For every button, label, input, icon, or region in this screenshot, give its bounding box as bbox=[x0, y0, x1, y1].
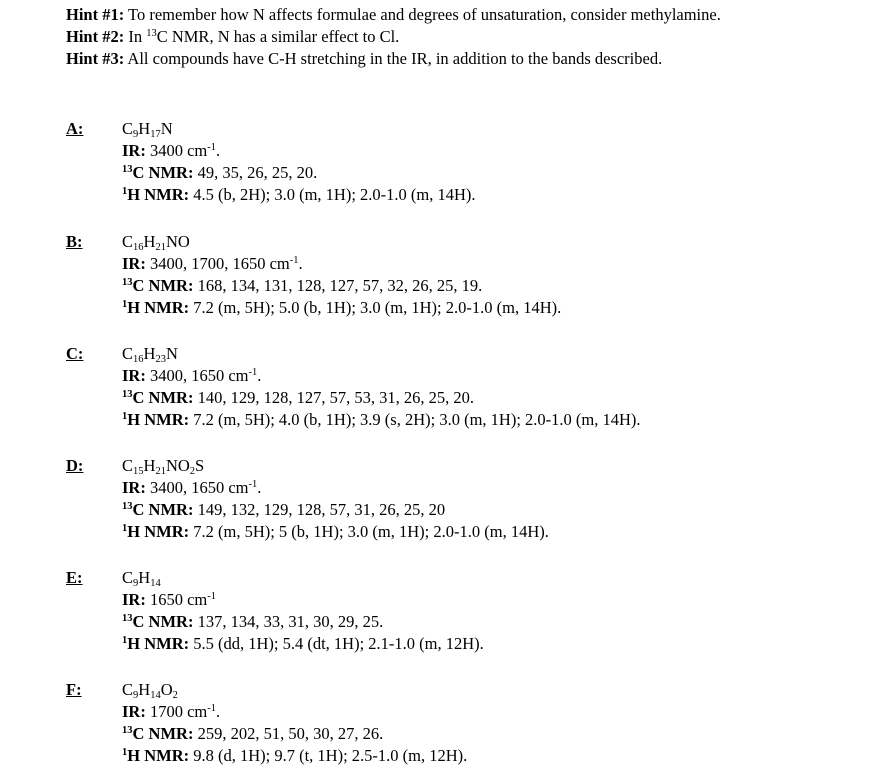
formula-part: 2 bbox=[189, 466, 196, 477]
compound-label: C: bbox=[66, 344, 84, 363]
compound-label: F: bbox=[66, 680, 82, 699]
c13-key: C NMR: bbox=[132, 612, 194, 631]
formula-part: H bbox=[143, 232, 156, 251]
compound-data bbox=[122, 455, 549, 543]
c13-sup: 13 bbox=[122, 277, 133, 288]
formula-part: 14 bbox=[150, 690, 161, 701]
formula-part: H bbox=[138, 119, 151, 138]
ir-end: . bbox=[216, 702, 221, 721]
c13-value: 149, 132, 129, 128, 57, 31, 26, 25, 20 bbox=[193, 500, 446, 519]
formula-part: 9 bbox=[133, 690, 139, 701]
ir-unit-sup: -1 bbox=[207, 703, 217, 714]
h1-sup: 1 bbox=[122, 635, 128, 646]
compound-data bbox=[122, 567, 484, 655]
compound-data bbox=[122, 679, 467, 767]
c13-sup: 13 bbox=[122, 501, 133, 512]
ir-unit-sup: -1 bbox=[207, 591, 217, 602]
c13-sup: 13 bbox=[122, 389, 133, 400]
hint-text: All compounds have C-H stretching in the IR, in addition to the bands described. bbox=[124, 49, 663, 68]
ir-line bbox=[122, 701, 467, 723]
formula-part: NO bbox=[165, 456, 190, 475]
c13-nmr-line bbox=[122, 162, 476, 184]
formula-part: H bbox=[138, 568, 151, 587]
formula-part: 16 bbox=[133, 354, 144, 365]
molecular-formula bbox=[122, 343, 641, 365]
ir-value: 3400, 1700, 1650 cm bbox=[145, 254, 290, 273]
h1-value: 4.5 (b, 2H); 3.0 (m, 1H); 2.0-1.0 (m, 14H). bbox=[189, 185, 476, 204]
formula-part: C bbox=[122, 119, 134, 138]
molecular-formula bbox=[122, 118, 476, 140]
h1-value: 7.2 (m, 5H); 5.0 (b, 1H); 3.0 (m, 1H); 2.0-1.0 (m, 14H). bbox=[189, 298, 562, 317]
ir-key: IR: bbox=[122, 590, 146, 609]
ir-line bbox=[122, 140, 476, 162]
ir-line bbox=[122, 477, 549, 499]
h1-key: H NMR: bbox=[127, 298, 190, 317]
hint-3 bbox=[66, 48, 856, 70]
formula-part: N bbox=[165, 344, 178, 363]
c13-value: 259, 202, 51, 50, 30, 27, 26. bbox=[193, 724, 384, 743]
ir-line bbox=[122, 253, 561, 275]
h1-key: H NMR: bbox=[127, 185, 190, 204]
ir-line bbox=[122, 365, 641, 387]
ir-end: . bbox=[257, 478, 262, 497]
h1-sup: 1 bbox=[122, 411, 128, 422]
ir-line bbox=[122, 589, 484, 611]
formula-part: S bbox=[195, 456, 205, 475]
h1-key: H NMR: bbox=[127, 634, 190, 653]
formula-part: C bbox=[122, 344, 134, 363]
h1-sup: 1 bbox=[122, 523, 128, 534]
h1-key: H NMR: bbox=[127, 410, 190, 429]
h1-value: 9.8 (d, 1H); 9.7 (t, 1H); 2.5-1.0 (m, 12H). bbox=[189, 746, 468, 765]
h1-key: H NMR: bbox=[127, 522, 190, 541]
compound-label: B: bbox=[66, 232, 83, 251]
formula-part: 2 bbox=[172, 690, 178, 701]
compound-data bbox=[122, 343, 641, 431]
hint-text: C NMR, N has a similar effect to Cl. bbox=[156, 27, 400, 46]
c13-key: C NMR: bbox=[132, 276, 194, 295]
c13-sup: 13 bbox=[122, 613, 133, 624]
h1-value: 7.2 (m, 5H); 4.0 (b, 1H); 3.9 (s, 2H); 3.0 (m, 1H); 2.0-1.0 (m, 14H). bbox=[189, 410, 641, 429]
h1-nmr-line bbox=[122, 297, 561, 319]
ir-key: IR: bbox=[122, 254, 146, 273]
formula-part: 21 bbox=[155, 466, 166, 477]
superscript: 13 bbox=[146, 28, 157, 39]
ir-key: IR: bbox=[122, 366, 146, 385]
formula-part: 16 bbox=[133, 242, 144, 253]
c13-value: 49, 35, 26, 25, 20. bbox=[193, 163, 318, 182]
formula-part: H bbox=[138, 680, 151, 699]
formula-part: 15 bbox=[133, 466, 144, 477]
hint-label: Hint #1: bbox=[66, 5, 125, 24]
hints bbox=[66, 4, 856, 70]
ir-unit-sup: -1 bbox=[289, 255, 299, 266]
hint-text: In bbox=[124, 27, 147, 46]
formula-part: H bbox=[143, 456, 156, 475]
formula-part: 9 bbox=[133, 129, 139, 140]
c13-nmr-line bbox=[122, 499, 549, 521]
compound-label: E: bbox=[66, 568, 83, 587]
h1-nmr-line bbox=[122, 521, 549, 543]
ir-key: IR: bbox=[122, 702, 146, 721]
ir-key: IR: bbox=[122, 141, 146, 160]
ir-key: IR: bbox=[122, 478, 146, 497]
h1-sup: 1 bbox=[122, 299, 128, 310]
h1-nmr-line bbox=[122, 184, 476, 206]
compound-data bbox=[122, 118, 476, 206]
ir-value: 3400, 1650 cm bbox=[145, 478, 249, 497]
h1-nmr-line bbox=[122, 633, 484, 655]
c13-nmr-line bbox=[122, 387, 641, 409]
h1-value: 5.5 (dd, 1H); 5.4 (dt, 1H); 2.1-1.0 (m, 12H). bbox=[189, 634, 484, 653]
ir-value: 3400, 1650 cm bbox=[145, 366, 249, 385]
compound-label: D: bbox=[66, 456, 84, 475]
formula-part: 14 bbox=[150, 578, 161, 589]
c13-key: C NMR: bbox=[132, 388, 194, 407]
ir-value: 3400 cm bbox=[145, 141, 208, 160]
compound-label: A: bbox=[66, 119, 84, 138]
c13-sup: 13 bbox=[122, 164, 133, 175]
compound-data bbox=[122, 231, 561, 319]
molecular-formula bbox=[122, 455, 549, 477]
hint-text: To remember how N affects formulae and degrees of unsaturation, consider methylamine. bbox=[124, 5, 721, 24]
formula-part: 23 bbox=[155, 354, 166, 365]
hint-label: Hint #2: bbox=[66, 27, 125, 46]
c13-key: C NMR: bbox=[132, 500, 194, 519]
ir-end: . bbox=[216, 141, 221, 160]
c13-key: C NMR: bbox=[132, 163, 194, 182]
ir-unit-sup: -1 bbox=[207, 142, 217, 153]
h1-nmr-line bbox=[122, 409, 641, 431]
h1-value: 7.2 (m, 5H); 5 (b, 1H); 3.0 (m, 1H); 2.0-1.0 (m, 14H). bbox=[189, 522, 549, 541]
formula-part: 21 bbox=[155, 242, 166, 253]
ir-end: . bbox=[257, 366, 262, 385]
formula-part: C bbox=[122, 232, 134, 251]
h1-sup: 1 bbox=[122, 747, 128, 758]
hint-label: Hint #3: bbox=[66, 49, 125, 68]
hint-2 bbox=[66, 26, 856, 48]
molecular-formula bbox=[122, 231, 561, 253]
c13-value: 168, 134, 131, 128, 127, 57, 32, 26, 25, 19. bbox=[193, 276, 483, 295]
c13-value: 137, 134, 33, 31, 30, 29, 25. bbox=[193, 612, 384, 631]
c13-nmr-line bbox=[122, 723, 467, 745]
formula-part: N bbox=[160, 119, 173, 138]
formula-part: C bbox=[122, 456, 134, 475]
c13-key: C NMR: bbox=[132, 724, 194, 743]
hint-1 bbox=[66, 4, 856, 26]
formula-part: NO bbox=[165, 232, 190, 251]
molecular-formula bbox=[122, 679, 467, 701]
h1-nmr-line bbox=[122, 745, 467, 767]
ir-value: 1650 cm bbox=[145, 590, 208, 609]
formula-part: C bbox=[122, 680, 134, 699]
h1-sup: 1 bbox=[122, 186, 128, 197]
ir-end: . bbox=[298, 254, 303, 273]
formula-part: C bbox=[122, 568, 134, 587]
ir-unit-sup: -1 bbox=[248, 479, 258, 490]
ir-value: 1700 cm bbox=[145, 702, 208, 721]
ir-unit-sup: -1 bbox=[248, 367, 258, 378]
c13-sup: 13 bbox=[122, 725, 133, 736]
formula-part: H bbox=[143, 344, 156, 363]
formula-part: O bbox=[160, 680, 173, 699]
c13-nmr-line bbox=[122, 275, 561, 297]
formula-part: 17 bbox=[150, 129, 161, 140]
h1-key: H NMR: bbox=[127, 746, 190, 765]
molecular-formula bbox=[122, 567, 484, 589]
c13-nmr-line bbox=[122, 611, 484, 633]
c13-value: 140, 129, 128, 127, 57, 53, 31, 26, 25, 20. bbox=[193, 388, 474, 407]
formula-part: 9 bbox=[133, 578, 139, 589]
